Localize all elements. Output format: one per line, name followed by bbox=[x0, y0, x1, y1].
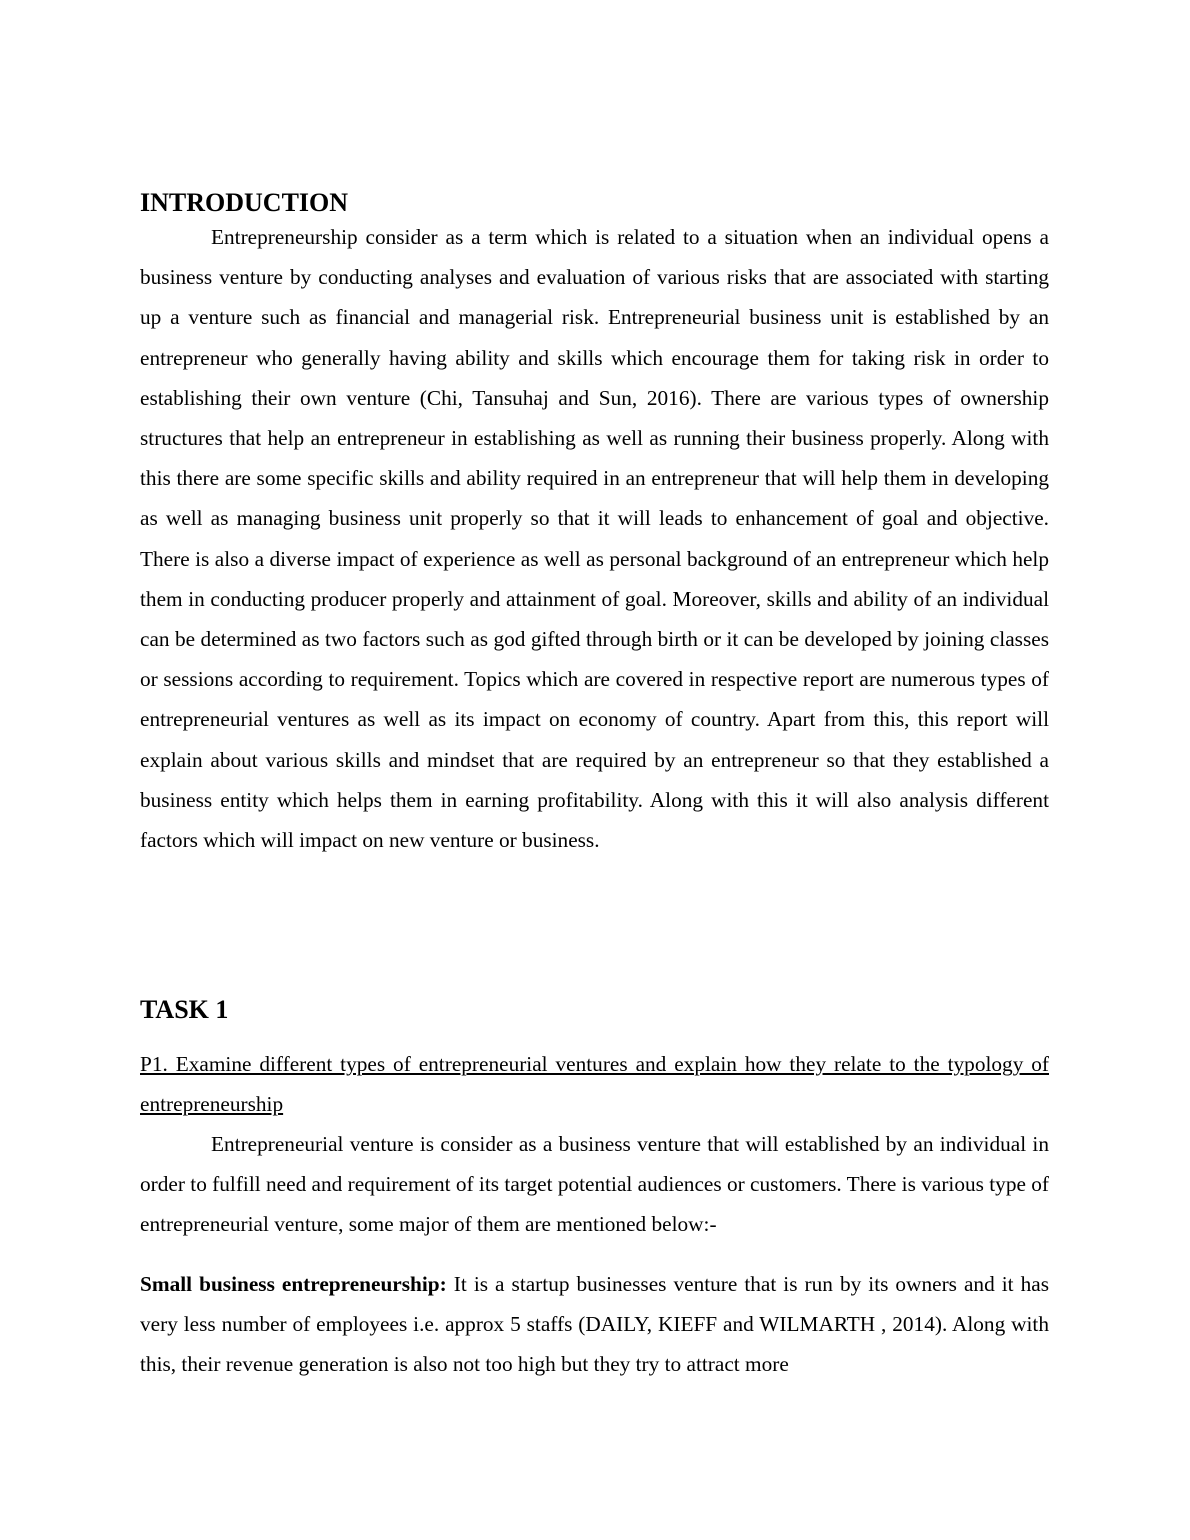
small-business-paragraph bbox=[140, 1264, 1049, 1385]
p1-subheading: P1. Examine different types of entrepreneurial ventures and explain how they relate to the typology of entrepreneurship bbox=[140, 1052, 1049, 1117]
introduction-paragraph: Entrepreneurship consider as a term which is related to a situation when an individual opens a business venture by conducting analyses and evaluation of various risks that are associated with starting up a venture such as financial and managerial risk. Entrepreneurial business unit is established by an entrepreneur who generally having ability and skills which encourage them for taking risk in order to establishing their own venture (Chi, Tansuhaj and Sun, 2016). There are various types of ownership structures that help an entrepreneur in establishing as well as running their business properly. Along with this there are some specific skills and ability required in an entrepreneur that will help them in developing as well as managing business unit properly so that it will leads to enhancement of goal and objective. There is also a diverse impact of experience as well as personal background of an entrepreneur which help them in conducting producer properly and attainment of goal. Moreover, skills and ability of an individual can be determined as two factors such as god gifted through birth or it can be developed by joining classes or sessions according to requirement. Topics which are covered in respective report are numerous types of entrepreneurial ventures as well as its impact on economy of country. Apart from this, this report will explain about various skills and mindset that are required by an entrepreneur so that they established a business entity which helps them in earning profitability. Along with this it will also analysis different factors which will impact on new venture or business. bbox=[140, 225, 1049, 853]
introduction-heading: INTRODUCTION bbox=[140, 188, 349, 217]
small-business-label: Small business entrepreneurship: bbox=[140, 1272, 447, 1296]
p1-paragraph: Entrepreneurial venture is consider as a business venture that will established by an individual in order to fulfill need and requirement of its target potential audiences or customers. There is various type of entrepreneurial venture, some major of them are mentioned below:- bbox=[140, 1132, 1049, 1237]
small-business-text: It is a startup businesses venture that is run by its owners and it has very less number of employees i.e. approx 5 staffs (DAILY, KIEFF and WILMARTH , 2014). Along with this, their revenue generation is also not too high but they try to attract more bbox=[140, 1272, 1049, 1377]
task-1-heading: TASK 1 bbox=[140, 995, 229, 1024]
